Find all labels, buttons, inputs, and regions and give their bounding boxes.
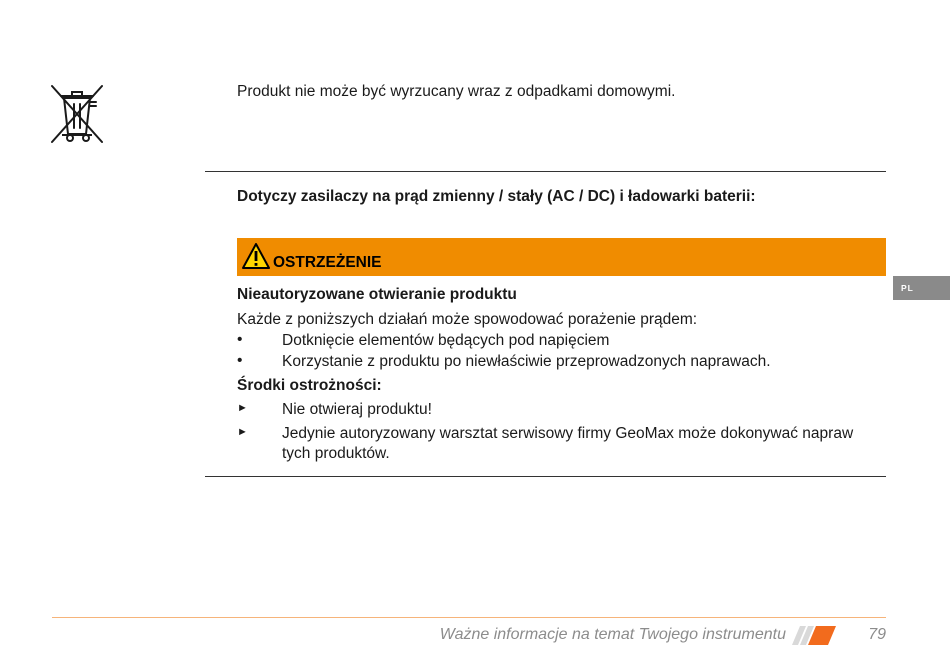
arrow-bullet-icon: ► [237,426,248,438]
section-heading: Dotyczy zasilaczy na prąd zmienny / stały (AC / DC) i ładowarki baterii: [237,188,756,205]
footer-divider [52,617,886,618]
stripes-logo-icon [792,626,836,645]
bullet-marker: • [237,352,243,369]
warning-triangle-icon [241,242,271,270]
precaution-item: Nie otwieraj produktu! [282,401,432,418]
list-item: Korzystanie z produktu po niewłaściwie przeprowadzonych naprawach. [282,353,771,370]
warning-label: OSTRZEŻENIE [273,254,382,271]
language-tab: PL [893,276,950,300]
warning-banner [237,238,886,276]
warning-heading: Nieautoryzowane otwieranie produktu [237,286,517,303]
precaution-item: Jedynie autoryzowany warsztat serwisowy firmy GeoMax może dokonywać napraw tych produktów. [282,425,854,462]
arrow-bullet-icon: ► [237,402,248,414]
warning-intro: Każde z poniższych działań może spowodować porażenie prądem: [237,311,698,328]
page-number: 79 [868,626,886,643]
list-item: Dotknięcie elementów będących pod napięciem [282,332,610,349]
crossed-out-wheelie-bin-icon [50,84,104,144]
section-divider-top [205,171,886,172]
footer-title: Ważne informacje na temat Twojego instrumentu [439,626,786,643]
section-divider-bottom [205,476,886,477]
precautions-heading: Środki ostrożności: [237,377,382,394]
disposal-notice: Produkt nie może być wyrzucany wraz z odpadkami domowymi. [237,83,676,100]
bullet-marker: • [237,331,243,348]
